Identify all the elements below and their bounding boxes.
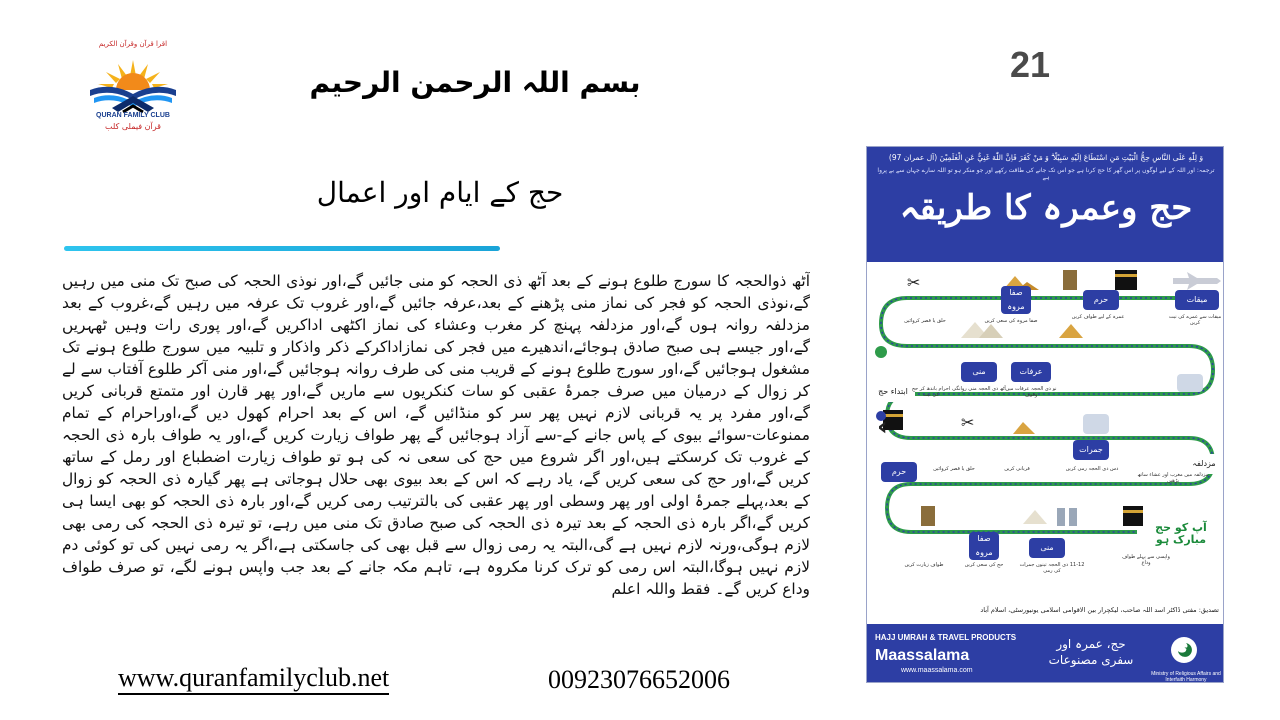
scissors-icon: ✂ — [907, 273, 921, 292]
station-haram-2: حرم — [881, 462, 917, 482]
station-jamarat: جمرات — [1073, 440, 1109, 460]
caption-halq-2: حلق یا قصر کروائیں — [933, 466, 975, 472]
caption-haram: عمرہ کے لیے طواف کریں — [1071, 314, 1125, 320]
ministry-name: Ministry of Religious Affairs and Interfaith Harmony — [1151, 671, 1221, 683]
kaaba-icon — [1115, 270, 1137, 290]
caption-halq: حلق یا قصر کروائیں — [904, 318, 946, 324]
start-chevron-icon: ‹ — [877, 412, 888, 442]
station-mina: منی — [961, 362, 997, 382]
brand-tagline: HAJJ UMRAH & TRAVEL PRODUCTS — [875, 633, 1017, 642]
phone-number: 00923076652006 — [548, 665, 730, 694]
caption-ihram: احرام باندھ کر حج کی نیت — [911, 386, 951, 398]
hajj-umrah-poster — [866, 146, 1224, 683]
crowd-icon — [1083, 414, 1109, 434]
caption-miqat: میقات سے عمرے کی نیت کریں — [1168, 314, 1222, 326]
station-hajj-start: ابتداء حج — [871, 382, 915, 402]
kaaba-icon-3 — [1123, 506, 1143, 526]
caption-sai: صفا مروہ کی سعی کریں — [984, 318, 1038, 324]
poster-translation: ترجمہ: اور اللہ کے لیے لوگوں پر اس گھر کا حج کرنا ہے جو اس تک جانے کی طاقت رکھے اور جو منکر ہو تو اللہ سارے جہان سے بے پروا ہے — [877, 167, 1215, 181]
body-paragraph: آٹھ ذوالحجہ کا سورج طلوع ہونے کے بعد آٹھ ذی الحجہ کو منی جائیں گے،اور نوذی الحجہ کی صبح تک منی میں رہیں گے،نوذی الحجہ کو فجر کی نماز منی پڑھنے کے بعد،عرفہ جائیں گے،اور غروب تک عرفہ میں رہیں گے،غروب کے بعد مزدلفہ روانہ ہوں گے،اور مزدلفہ پہنچ کر مغرب وعشاء کی نماز اکٹھی اداکریں گے،اور پوری رات وہیں ٹھہریں گے،اور جیسے ہی صبح صادق ہوجائے،اندھیرے میں فجر کی نمازاداکرکے ذکر واذکار و تلبیہ میں سورج طلوع ہونے تک مشغول ہوجائیں گے،اور سورج طلوع ہونے کے قریب منی کی طرف روانہ ہوجائیں گے،اور منی آکر طلوع آفتاب سے لے کر زوال کے درمیان میں صرف جمرۂ عقبی کو سات کنکریوں سے ماریں گے،اور پھر قارن اور متمتع قربانی کریں گے،اور مفرد پر یہ قربانی لازم نہیں پھر سر کو منڈائیں گے، اس کے بعد احرام کھول دیں گے،اوراحرام کے تمام ممنوعات-سوائے بیوی کے پاس جانے کے-سے آزاد ہوجائیں گے پھر طواف زیارت کریں گے،اور یہ طواف بارہ ذی الحجہ کے غروب تک کرسکتے ہیں،اور اگر شروع میں حج کی سعی نہ کی ہو تو طواف زیارت اضطباع اور رمل کے ساتھ کریں گے،اور حج کی سعی کریں گے، یاد رہے کہ اس کے بعد بیوی بھی حلال ہوجاتی ہے پھر گیارہ ذی الحجہ کو زوال کے بعد،پہلے جمرۂ اولی اور پھر وسطی اور پھر عقبی کی بالترتیب رمی کریں گے،اور بارہ ذی الحجہ کو بھی ایسا ہی کریں گے،اگر بارہ ذی الحجہ کے بعد تیرہ ذی الحجہ کی صبح صادق تک منی میں رہے، تو تیرہ ذی الحجہ کی رمی بھی لازم ہوگی،ورنہ لازم نہیں ہے گی،البتہ یہ رمی زوال سے قبل بھی کی جاسکتی ہے،اگر یہ رمی نہیں کی تو کوئی دم لازم نہیں ہوگا،البتہ اس رمی کو ترک کرنا مکروہ ہے، تاہم مکہ جانے کے بعد جب واپس ہونے لگے، تو صرف طواف وداع کریں گے۔ فقط واللہ اعلم — [62, 272, 810, 599]
quran-family-club-logo — [78, 40, 188, 140]
caption-rami-days: 11-12 ذی الحجہ تینوں جمرات کی رمی — [1019, 562, 1085, 574]
station-muzdalifah: مزدلفہ — [1185, 454, 1223, 474]
website-link[interactable]: www.quranfamilyclub.net — [118, 664, 389, 695]
hills-icon-2 — [1059, 324, 1083, 338]
brand-name: Maassalama — [875, 647, 970, 664]
caption-mina: آٹھ ذی الحجہ منی روانگی — [952, 386, 1006, 392]
caption-sai-2: حج کی سعی کریں — [964, 562, 1004, 568]
logo-club-name-urdu: قرآن فیملی کلب — [105, 122, 161, 131]
caption-arafat: نو ذی الحجہ عرفات میں وقوف — [1005, 386, 1057, 398]
airplane-icon — [1173, 272, 1221, 290]
maqam-icon-2 — [921, 506, 935, 526]
station-haram: حرم — [1083, 290, 1119, 310]
bismillah-heading: بسم اللہ الرحمن الرحیم — [309, 66, 641, 99]
station-safa-marwa-2: صفا مروہ — [969, 532, 999, 560]
station-miqat: میقات — [1175, 290, 1219, 310]
poster-verse: وَ لِلّٰهِ عَلَى النَّاسِ حِجُّ الْبَيْتِ مَنِ اسْتَطَاعَ اِلَيْهِ سَبِيْلًا ۗ وَ مَنْ كَفَرَ فَاِنَّ اللّٰهَ غَنِيٌّ عَنِ الْعٰلَمِيْنَ (آل عمران 97) — [888, 153, 1204, 162]
hajj-mubarak-text: آپ کو حج مبارک ہو — [1155, 521, 1207, 546]
station-arafat: عرفات — [1011, 362, 1051, 382]
ministry-emblem-icon — [1169, 635, 1199, 665]
section-heading: حج کے ایام اور اعمال — [316, 176, 564, 209]
check-icon — [875, 346, 887, 358]
jamarat-icon — [1057, 508, 1065, 526]
logo-club-name: QURAN FAMILY CLUB — [96, 112, 170, 119]
tents-icon-2 — [1023, 510, 1047, 524]
logo-top-text: اقرا قرآن وقرآن الکریم — [98, 40, 168, 48]
page-number: 21 — [1010, 44, 1051, 85]
poster-certification: تصدیق: مفتی ڈاکٹر اسد اللہ صاحب، لیکچرار بین الاقوامی اسلامی یونیورسٹی، اسلام آباد — [980, 606, 1219, 614]
scissors-icon-2: ✂ — [961, 413, 975, 432]
hills-icon-3 — [1013, 422, 1035, 434]
caption-tawaf-wida: واپسی سے پہلے طواف وداع — [1122, 554, 1170, 566]
maqam-icon — [1063, 270, 1077, 290]
poster-header — [867, 147, 1224, 262]
heading-underline — [64, 246, 500, 251]
open-book-sun-icon — [78, 46, 188, 122]
poster-journey-map — [867, 262, 1224, 624]
caption-qurbani: قربانی کریں — [1004, 466, 1030, 472]
brand-products-urdu: حج، عمرہ اور سفری مصنوعات — [1048, 637, 1134, 667]
caption-rami: دس ذی الحجہ رمی کریں — [1065, 466, 1119, 472]
caption-tawaf-ziyarat: طواف زیارت کریں — [904, 562, 944, 568]
poster-title: حج وعمرہ کا طریقہ — [899, 188, 1193, 228]
caption-muzdalifah: مزدلفہ میں مغرب اور عشاء ساتھ پڑھیں — [1137, 472, 1209, 484]
brand-url: www.maassalama.com — [901, 667, 973, 674]
station-mina-2: منی — [1029, 538, 1065, 558]
crowd-icon-2 — [1177, 374, 1203, 392]
station-safa-marwa: صفا مروہ — [1001, 286, 1031, 314]
